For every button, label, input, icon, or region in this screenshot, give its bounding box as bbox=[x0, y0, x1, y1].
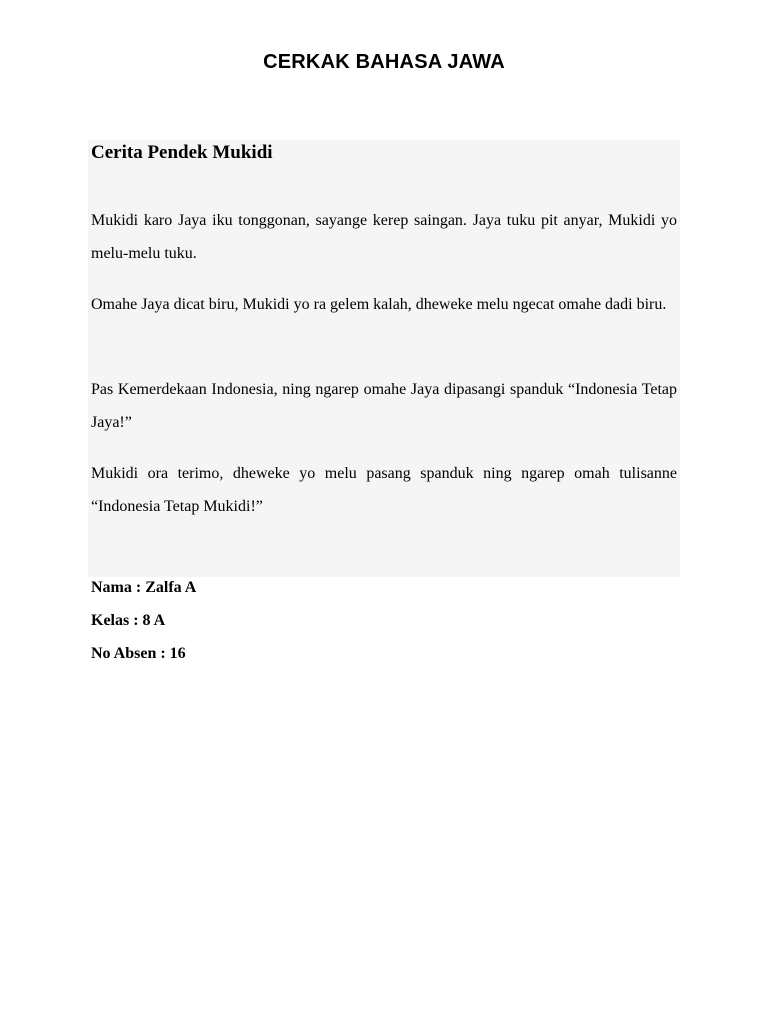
story-paragraph-3: Pas Kemerdekaan Indonesia, ning ngarep omahe Jaya dipasangi spanduk “Indonesia Tetap Jaya!” bbox=[91, 381, 677, 431]
student-class: Kelas : 8 A bbox=[91, 612, 166, 629]
story-paragraph-4: Mukidi ora terimo, dheweke yo melu pasang spanduk ning ngarep omah tulisanne “Indonesia Tetap Mukidi!” bbox=[91, 465, 677, 515]
story-heading: Cerita Pendek Mukidi bbox=[91, 142, 273, 163]
student-absence-number: No Absen : 16 bbox=[91, 645, 186, 662]
document-title: CERKAK BAHASA JAWA bbox=[263, 51, 505, 73]
story-paragraph-1: Mukidi karo Jaya iku tonggonan, sayange kerep saingan. Jaya tuku pit anyar, Mukidi yo melu-melu tuku. bbox=[91, 212, 677, 262]
story-paragraph-2: Omahe Jaya dicat biru, Mukidi yo ra gelem kalah, dheweke melu ngecat omahe dadi biru. bbox=[91, 296, 667, 313]
student-name: Nama : Zalfa A bbox=[91, 579, 197, 596]
